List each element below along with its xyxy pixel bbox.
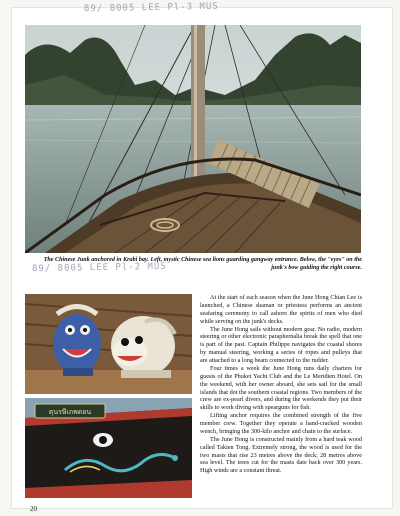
junk-deck-photo — [25, 25, 361, 253]
junk-bow-illustration — [25, 398, 192, 498]
handwritten-archive-note-middle: 89/ 8005 LEE Pl-2 MUS — [31, 261, 167, 275]
page-number: 20 — [30, 505, 37, 513]
body-paragraph: The June Hong is constructed mainly from a hard teak wood called Takien Tong. Extremely strong, the wood is used for the two masts that rise 23 metres above the deck; 28 metres above sea level. The trees cut for the masts date back over 300 years. High winds are a constant threat. — [200, 435, 362, 475]
junk-bow-eye-photo — [25, 398, 192, 498]
body-paragraph: Four times a week the June Hong runs daily charters for guests of the Phuket Yacht Club and the Le Meridien Hotel. On the weekend, with her owner aboard, she sets sail for the small islands that dot the southern coastal regions. Two members of the crew are ex-pearl divers, and during the weekends they put their skills to work diving with spearguns for fish. — [200, 364, 362, 412]
handwritten-archive-note-top: 89/ 8005 LEE Pl-3 MUS — [83, 1, 219, 15]
sea-lion-statues-illustration — [25, 294, 192, 394]
sea-lion-statues-photo — [25, 294, 192, 394]
body-paragraph: Lifting anchor requires the combined strength of the five member crew. Together they operate a hand-cracked wooden wench, bringing the 300-kilo anchor and chain to the surface. — [200, 412, 362, 435]
bow-nameplate-text: ตุนรษีเถพดยน — [48, 408, 92, 416]
caption-lead: The Chinese Junk anchored in Krabi bay. — [43, 257, 149, 263]
junk-deck-illustration — [25, 25, 361, 253]
article-body — [200, 294, 362, 475]
caption-rest: Left, mystic Chinese sea lions guarding gangway entrance. Below, the "eyes" on the junk's bow guiding the right course. — [150, 257, 362, 271]
body-paragraph: The June Hong sails without modern gear. No radio, modern steering or other electronic paraphernalia break the spell that one is part of the past. Captain Philippe navigates the coastal shores by manual steering, working a series of ropes and pulleys that are attached to a long beam connected to the rudder. — [200, 325, 362, 364]
body-paragraph: At the start of each season when the June Hong Chian Lee is launched, a Chinese shaman or priestess performs an ancient seafaring ceremony to call ashore the spirits of men who died while serving on the junk's decks. — [200, 294, 362, 325]
